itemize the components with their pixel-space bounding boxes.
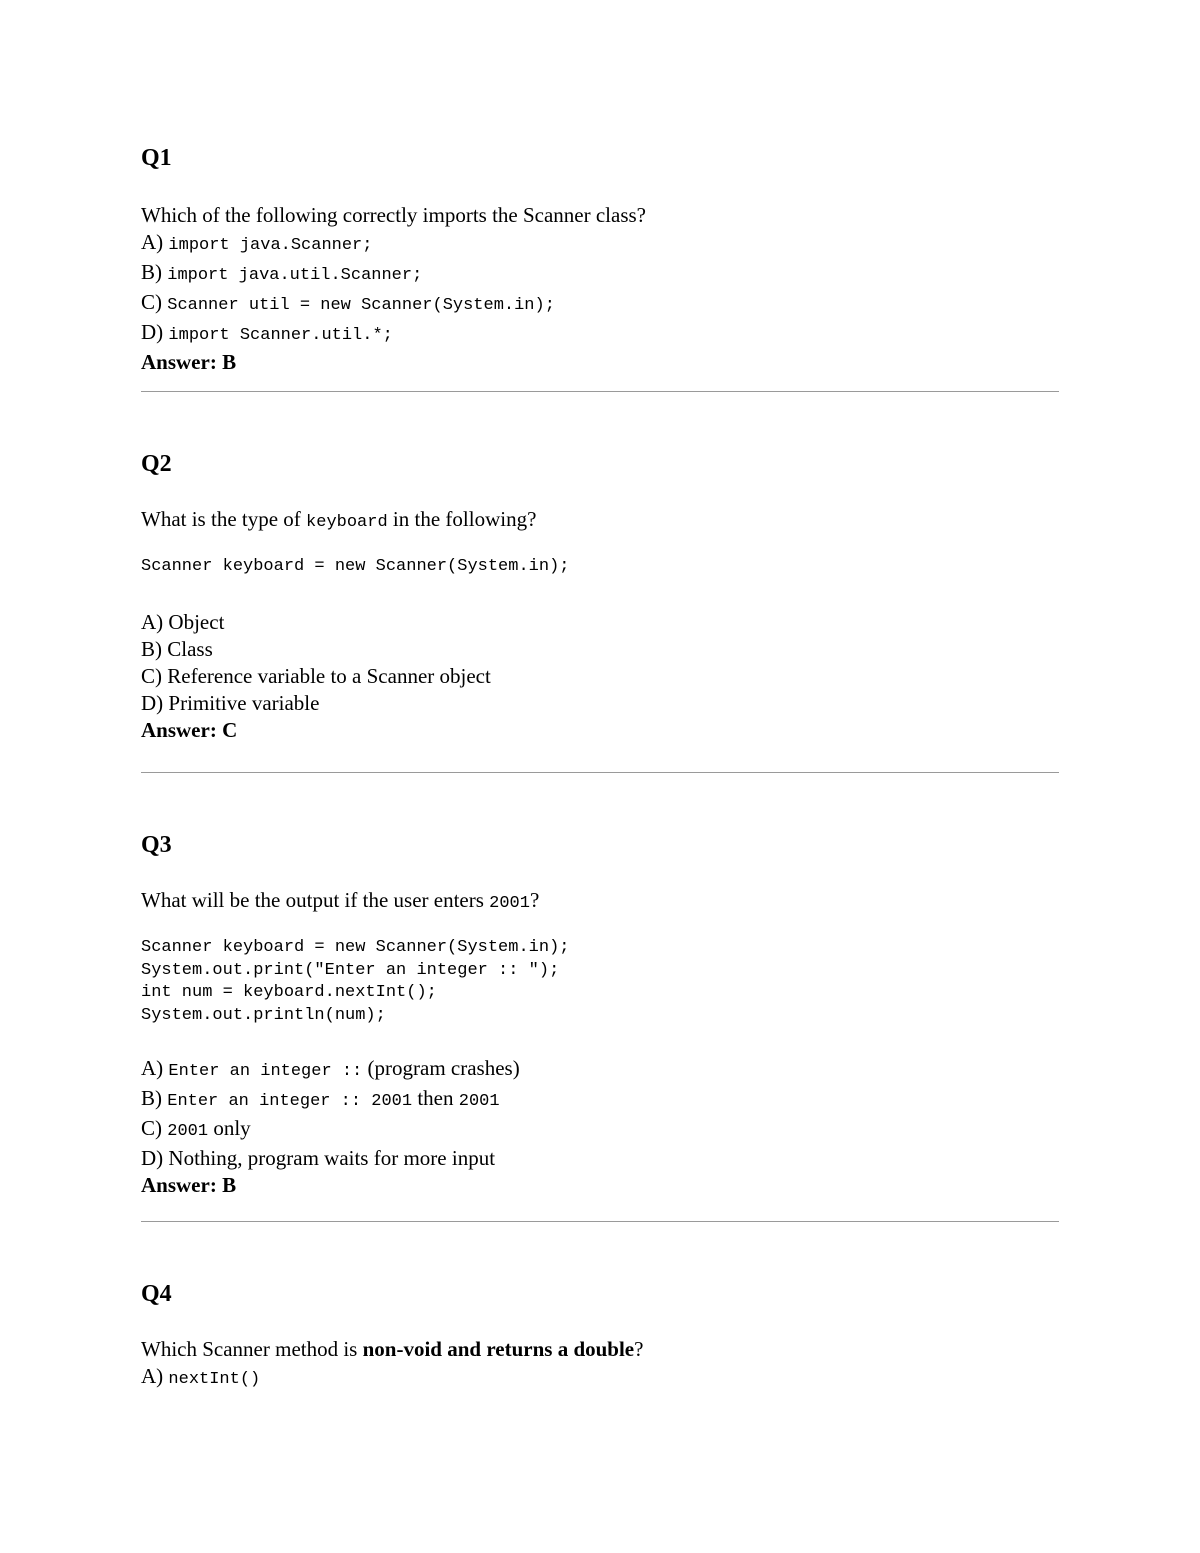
question-text: What is the type of keyboard in the following? <box>141 507 537 532</box>
answer: Answer: C <box>141 717 238 742</box>
question-text: Which of the following correctly imports the Scanner class? <box>141 203 647 227</box>
option-a: A) nextInt() <box>141 1364 261 1389</box>
option-a: A) Enter an integer :: (program crashes) <box>141 1056 520 1081</box>
question-text: Which Scanner method is non-void and returns a double? <box>141 1337 644 1361</box>
answer: Answer: B <box>141 350 237 374</box>
option-b: B) import java.util.Scanner; <box>141 260 423 285</box>
option-d: D) import Scanner.util.*; <box>141 320 393 345</box>
divider <box>141 391 1059 392</box>
question-heading: Q2 <box>141 451 172 477</box>
option-b: B) Class <box>141 636 213 661</box>
option-c: C) Reference variable to a Scanner object <box>141 663 491 688</box>
answer: Answer: B <box>141 1173 237 1197</box>
option-d: D) Nothing, program waits for more input <box>141 1146 496 1170</box>
question-heading: Q1 <box>141 145 172 171</box>
option-c: C) Scanner util = new Scanner(System.in); <box>141 290 555 315</box>
question-heading: Q3 <box>141 832 172 858</box>
code-block: Scanner keyboard = new Scanner(System.in); System.out.print("Enter an integer :: "); int num = keyboard.nextInt(); System.out.println(num); <box>141 938 570 1025</box>
code-block: Scanner keyboard = new Scanner(System.in); <box>141 557 570 576</box>
option-c: C) 2001 only <box>141 1116 251 1141</box>
option-d: D) Primitive variable <box>141 690 320 715</box>
divider <box>141 1221 1059 1222</box>
option-a: A) Object <box>141 609 225 634</box>
option-b: B) Enter an integer :: 2001 then 2001 <box>141 1086 500 1111</box>
question-4 <box>141 1280 1059 1393</box>
question-2 <box>141 450 1059 744</box>
question-text: What will be the output if the user enters 2001? <box>141 888 540 913</box>
divider <box>141 772 1059 773</box>
question-heading: Q4 <box>141 1281 172 1307</box>
question-3 <box>141 831 1059 1199</box>
option-a: A) import java.Scanner; <box>141 230 373 255</box>
question-1 <box>141 144 1059 376</box>
